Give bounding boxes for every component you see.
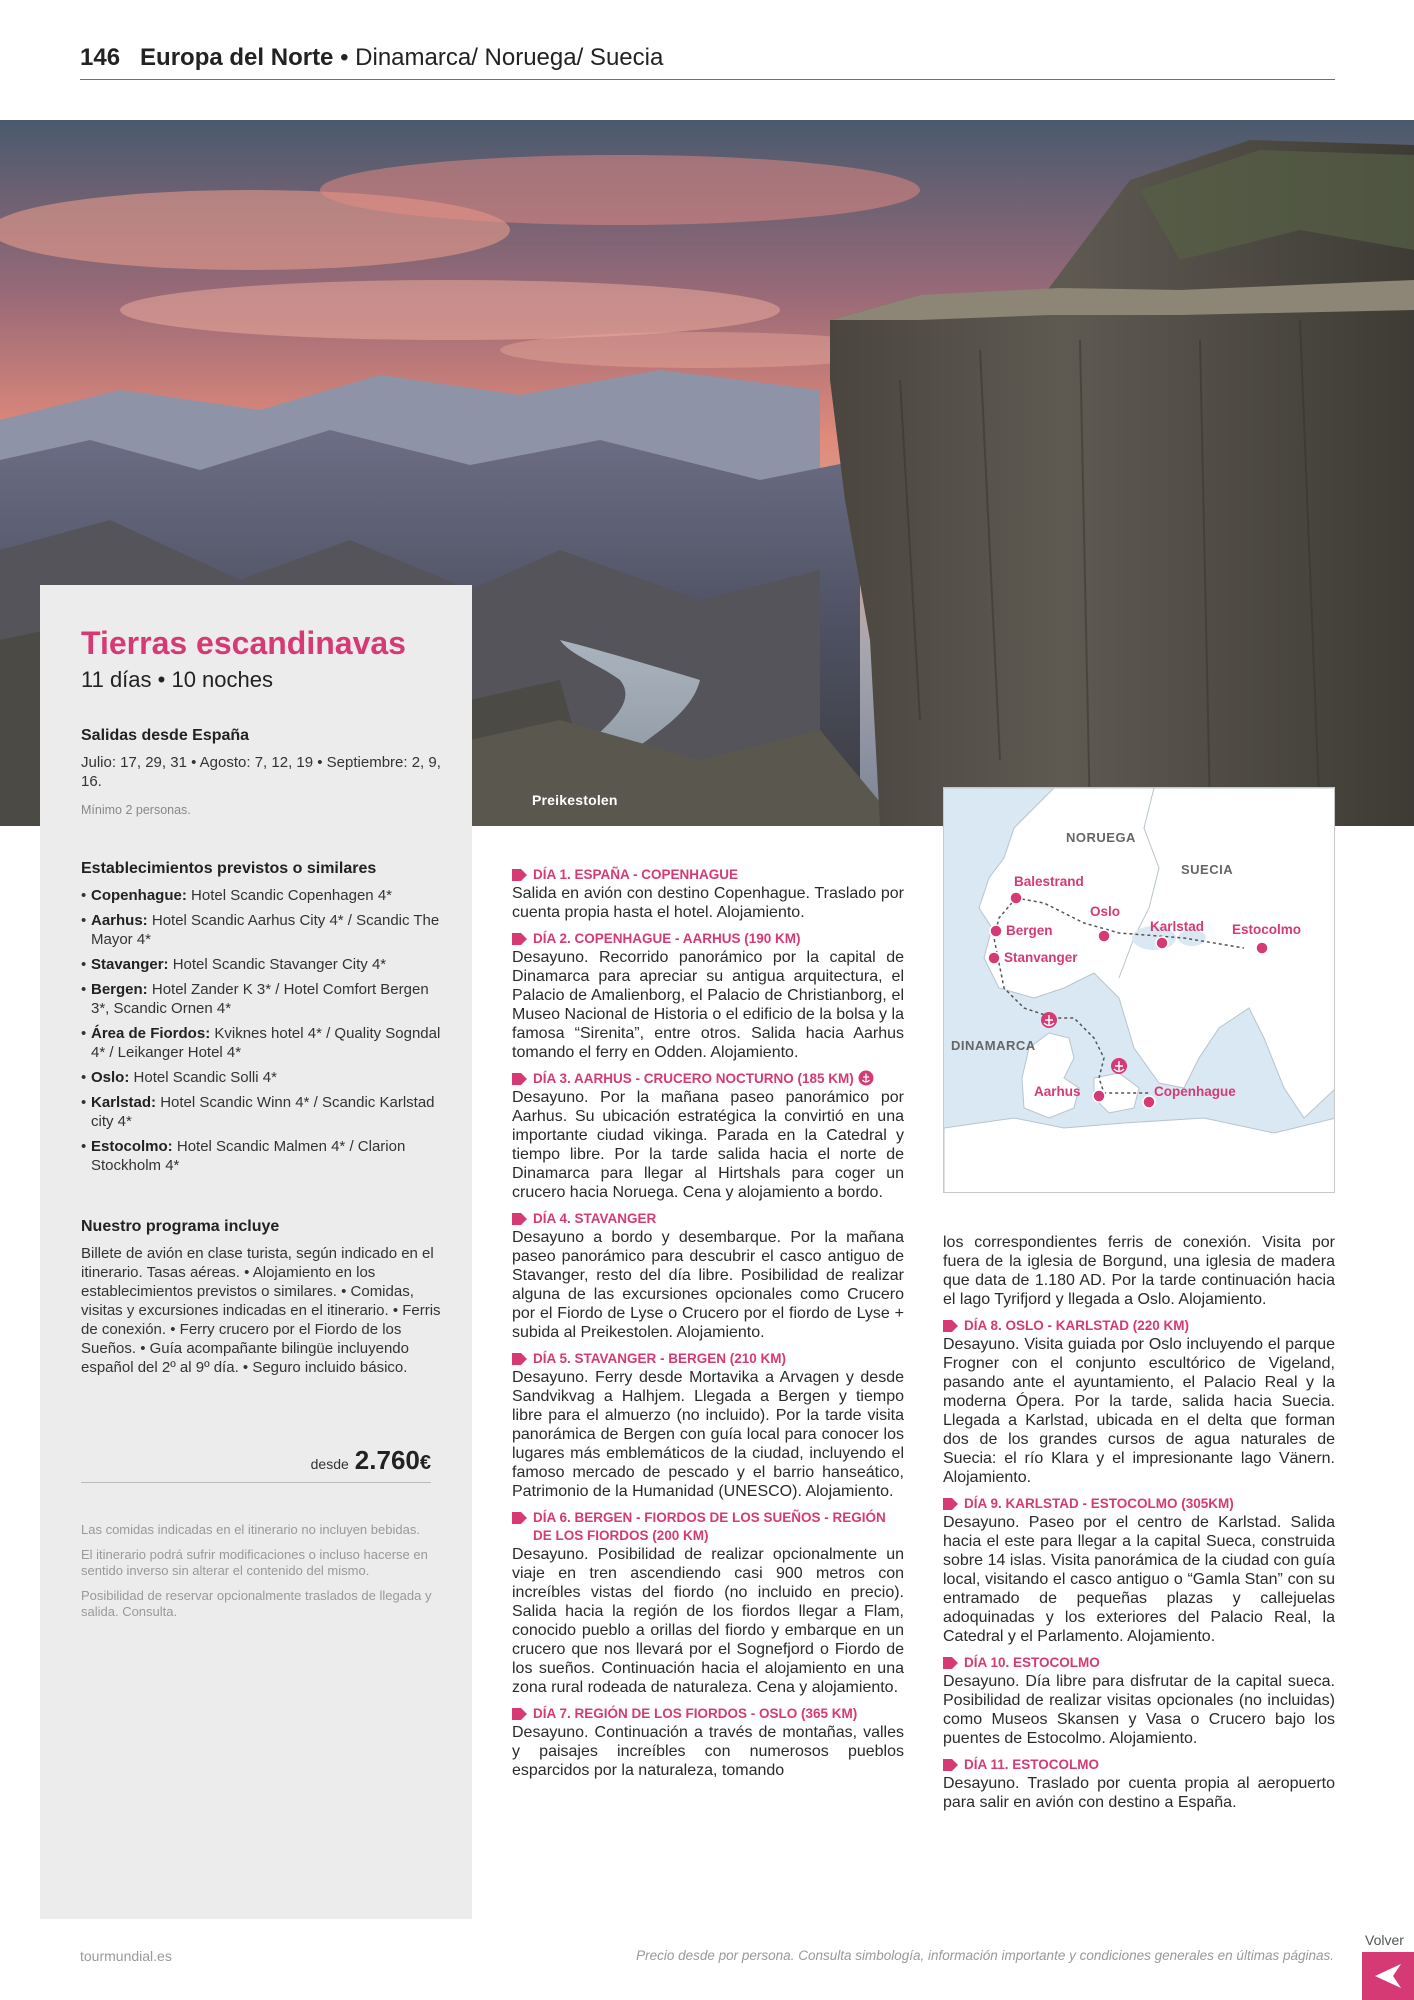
- city-marker: [1156, 937, 1168, 949]
- back-label[interactable]: Volver: [1365, 1932, 1404, 1948]
- itinerary-day: [512, 866, 904, 922]
- back-button[interactable]: [1362, 1952, 1414, 2000]
- hotels-section: [81, 860, 441, 1181]
- day-text: Desayuno. Por la mañana paseo panorámico por Aarhus. Su ubicación estratégica la convirtió en una importante ciudad vikinga. Parada en la Catedral y tiempo libre. Por la tarde salida hacia el norte de Dinamarca para llegar al Hirtshals para coger un crucero hacia Noruega. Cena y alojamiento a bordo.: [512, 1089, 904, 1201]
- map-city-label: Oslo: [1090, 904, 1121, 919]
- map-city-label: Bergen: [1006, 923, 1053, 938]
- itinerary-column-1: [512, 866, 904, 1788]
- region-title: Europa del Norte: [140, 44, 334, 71]
- day-arrow-icon: [943, 1498, 958, 1510]
- hotel-item: • Copenhague: Hotel Scandic Copenhagen 4*: [81, 886, 441, 905]
- day-text: Desayuno a bordo y desembarque. Por la mañana paseo panorámico para descubrir el casco antiguo de Stavanger, resto del día libre. Posibilidad de realizar alguna de las excursiones opcionales como Crucero por el Fiordo de Lyse o Crucero por el fiordo de Lyse + subida al Preikestolen. Alojamiento.: [512, 1229, 904, 1341]
- day-title: DÍA 2. COPENHAGUE - AARHUS (190 KM): [533, 931, 801, 946]
- hotel-item: • Estocolmo: Hotel Scandic Malmen 4* / Clarion Stockholm 4*: [81, 1137, 441, 1175]
- itinerary-day: [512, 930, 904, 1062]
- day-text: Desayuno. Paseo por el centro de Karlstad. Salida hacia el este para llegar a la capital Sueca, construida sobre 14 islas. Visita panorámica de la ciudad con guía local, visitando el casco antiguo o “Gamla Stan” con su entramado de pequeñas plazas y callejuelas adoquinadas y los exteriores del Palacio Real, la Catedral y el Parlamento. Alojamiento.: [943, 1514, 1335, 1645]
- day-text: Salida en avión con destino Copenhague. Traslado por cuenta propia hasta el hotel. Alojamiento.: [512, 885, 904, 921]
- itinerary-day: [512, 1210, 904, 1342]
- hotel-item: • Bergen: Hotel Zander K 3* / Hotel Comfort Bergen 3*, Scandic Ornen 4*: [81, 980, 441, 1018]
- day-arrow-icon: [512, 869, 527, 881]
- itinerary-day: [943, 1756, 1335, 1812]
- price-currency: €: [419, 1452, 431, 1474]
- itinerary-day: [512, 1350, 904, 1501]
- min-people-note: Mínimo 2 personas.: [81, 803, 191, 817]
- day-arrow-icon: [943, 1657, 958, 1669]
- itinerary-day: [943, 1495, 1335, 1646]
- note-item: El itinerario podrá sufrir modificaciones o incluso hacerse en sentido inverso sin alterar el contenido del mismo.: [81, 1546, 428, 1578]
- day-title: DÍA 6. BERGEN - FIORDOS DE LOS SUEÑOS - REGIÓN DE LOS FIORDOS (200 KM): [533, 1510, 886, 1543]
- map-city-label: Aarhus: [1034, 1084, 1081, 1099]
- day-arrow-icon: [943, 1320, 958, 1332]
- city-marker: [988, 952, 1000, 964]
- hotels-heading: Establecimientos previstos o similares: [81, 860, 377, 877]
- map-city-label: Stanvanger: [1004, 950, 1078, 965]
- map-country-label: SUECIA: [1181, 862, 1234, 877]
- day-title: DÍA 4. STAVANGER: [533, 1211, 657, 1226]
- map-graphic: [944, 788, 1335, 1193]
- day-text: Desayuno. Continuación a través de montañas, valles y paisajes increíbles con numerosos pueblos esparcidos por la naturaleza, tomando: [512, 1724, 904, 1779]
- map-city-label: Estocolmo: [1232, 922, 1302, 937]
- day-title: DÍA 3. AARHUS - CRUCERO NOCTURNO (185 KM): [533, 1071, 854, 1086]
- page-number: 146: [80, 44, 121, 71]
- day-arrow-icon: [512, 1353, 527, 1365]
- city-marker: [1256, 942, 1268, 954]
- includes-section: [81, 1218, 441, 1377]
- itinerary-day: [512, 1705, 904, 1780]
- day-text: los correspondientes ferris de conexión. Visita por fuera de la iglesia de Borgund, una iglesia de madera que data de 1.180 AD. Por la tarde continuación hacia el lago Tyrifjord y llegada a Oslo. Alojamiento.: [943, 1234, 1335, 1308]
- note-item: Las comidas indicadas en el itinerario no incluyen bebidas.: [81, 1522, 420, 1537]
- map-city-label: Copenhague: [1154, 1084, 1236, 1099]
- day-text: Desayuno. Posibilidad de realizar opcionalmente un viaje en tren ascendiendo casi 900 metros con increíbles vistas del fiordo (no incluido en precio). Salida hacia la región de los fiordos llegar a Flam, conocido pueblo a orillas del fiordo y embarque en un crucero que nos llevará por el Sognefjord o Fiordo de los sueños. Continuación hacia el alojamiento en una zona rural rodeada de naturaleza. Cena y alojamiento.: [512, 1546, 904, 1696]
- day-arrow-icon: [512, 1213, 527, 1225]
- city-marker: [990, 925, 1002, 937]
- countries-title: Dinamarca/ Noruega/ Suecia: [355, 44, 664, 71]
- departures-section: [81, 727, 441, 820]
- anchor-icon: [858, 1070, 874, 1086]
- day-title: DÍA 5. STAVANGER - BERGEN (210 KM): [533, 1351, 787, 1366]
- city-marker: [1098, 930, 1110, 942]
- itinerary-day: [943, 1654, 1335, 1748]
- itinerary-day: [943, 1317, 1335, 1487]
- day-title: DÍA 7. REGIÓN DE LOS FIORDOS - OSLO (365 KM): [533, 1706, 858, 1721]
- map-country-label: DINAMARCA: [951, 1038, 1036, 1053]
- day-arrow-icon: [512, 1708, 527, 1720]
- map-city-label: Balestrand: [1014, 874, 1084, 889]
- trip-duration: 11 días • 10 noches: [81, 667, 273, 692]
- hotel-item: • Aarhus: Hotel Scandic Aarhus City 4* / Scandic The Mayor 4*: [81, 911, 441, 949]
- hotel-item: • Stavanger: Hotel Scandic Stavanger City 4*: [81, 955, 441, 974]
- city-marker: [1010, 892, 1022, 904]
- anchor-icon: [1111, 1058, 1127, 1074]
- day-text: Desayuno. Traslado por cuenta propia al aeropuerto para salir en avión con destino a España.: [943, 1775, 1335, 1811]
- note-item: Posibilidad de reservar opcionalmente traslados de llegada y salida. Consulta.: [81, 1587, 432, 1619]
- day-arrow-icon: [943, 1759, 958, 1771]
- price-from-label: desde: [310, 1456, 349, 1472]
- day-7-continuation: [943, 1233, 1335, 1309]
- day-text: Desayuno. Día libre para disfrutar de la capital sueca. Posibilidad de realizar visitas opcionales (no incluidas) como Museos Skansen y Vasa o Crucero bajo los puentes de Estocolmo. Alojamiento.: [943, 1673, 1335, 1747]
- route-map: [943, 787, 1335, 1193]
- photo-caption: Preikestolen: [532, 792, 618, 808]
- day-arrow-icon: [512, 1073, 527, 1085]
- day-title: DÍA 1. ESPAÑA - COPENHAGUE: [533, 867, 739, 882]
- includes-text: Billete de avión en clase turista, según indicado en el itinerario. Tasas aéreas. • Alojamiento en los establecimientos previstos o similares. • Comidas, visitas y excursiones indicadas en el itinerario. • Ferris de conexión. • Ferry crucero por el Fiordo de los Sueños. • Guía acompañante bilingüe incluyendo español del 2º al 9º día. • Seguro incluido básico.: [81, 1245, 441, 1376]
- itinerary-day: [512, 1509, 904, 1697]
- back-arrow-icon: [1373, 1962, 1403, 1990]
- day-text: Desayuno. Ferry desde Mortavika a Arvagen y desde Sandvikvag a Halhjem. Llegada a Bergen y tiempo libre para el almuerzo (no incluido). Por la tarde visita panorámica de Bergen con guía local para conocer los lugares más emblemáticos de la ciudad, incluyendo el famoso mercado de pescado y el barrio hanseático, Patrimonio de la Humanidad (UNESCO). Alojamiento.: [512, 1369, 904, 1500]
- footer-disclaimer: Precio desde por persona. Consulta simbología, información importante y condiciones generales en últimas páginas.: [636, 1948, 1334, 1963]
- trip-title: Tierras escandinavas: [81, 625, 406, 661]
- trip-summary-panel: [40, 585, 472, 1919]
- hotels-list: [81, 886, 441, 1175]
- anchor-icon: [1041, 1012, 1057, 1028]
- day-text: Desayuno. Visita guiada por Oslo incluyendo el parque Frogner con el conjunto escultórico de Vigeland, pasando ante el ayuntamiento, el Palacio Real y la moderna Ópera. Por la tarde, salida hacia Suecia. Llegada a Karlstad, ubicada en el delta que forman dos de los grandes cursos de agua naturales de Suecia: el río Klara y el impresionante lago Vänern. Alojamiento.: [943, 1336, 1335, 1486]
- day-arrow-icon: [512, 1512, 527, 1524]
- map-country-label: NORUEGA: [1066, 830, 1136, 845]
- hotel-item: • Oslo: Hotel Scandic Solli 4*: [81, 1068, 441, 1087]
- day-title: DÍA 10. ESTOCOLMO: [964, 1655, 1100, 1670]
- day-title: DÍA 9. KARLSTAD - ESTOCOLMO (305KM): [964, 1496, 1234, 1511]
- price-amount: 2.760: [354, 1445, 420, 1475]
- itinerary-day: [512, 1070, 904, 1202]
- map-city-label: Karlstad: [1150, 919, 1205, 934]
- price-box: [81, 1445, 431, 1483]
- header-separator: •: [333, 44, 356, 71]
- day-title: DÍA 8. OSLO - KARLSTAD (220 KM): [964, 1318, 1190, 1333]
- day-text: Desayuno. Recorrido panorámico por la capital de Dinamarca para apreciar su antigua arquitectura, el Palacio de Amalienborg, el Palacio de Christianborg, el Museo Nacional de Historia o el edificio de la bolsa y la famosa “Sirenita”, entre otros. Salida hacia Aarhus tomando el ferry en Odden. Alojamiento.: [512, 949, 904, 1061]
- departures-dates: Julio: 17, 29, 31 • Agosto: 7, 12, 19 • Septiembre: 2, 9, 16.: [81, 754, 441, 790]
- itinerary-column-2: [943, 1233, 1335, 1820]
- hotel-item: • Área de Fiordos: Kviknes hotel 4* / Quality Sogndal 4* / Leikanger Hotel 4*: [81, 1024, 441, 1062]
- day-title: DÍA 11. ESTOCOLMO: [964, 1757, 1100, 1772]
- day-arrow-icon: [512, 933, 527, 945]
- includes-heading: Nuestro programa incluye: [81, 1218, 280, 1235]
- departures-heading: Salidas desde España: [81, 727, 250, 744]
- website-link[interactable]: tourmundial.es: [80, 1948, 172, 1964]
- page-header: [80, 44, 1335, 80]
- hotel-item: • Karlstad: Hotel Scandic Winn 4* / Scandic Karlstad city 4*: [81, 1093, 441, 1131]
- city-marker: [1093, 1090, 1105, 1102]
- notes-section: [81, 1522, 436, 1629]
